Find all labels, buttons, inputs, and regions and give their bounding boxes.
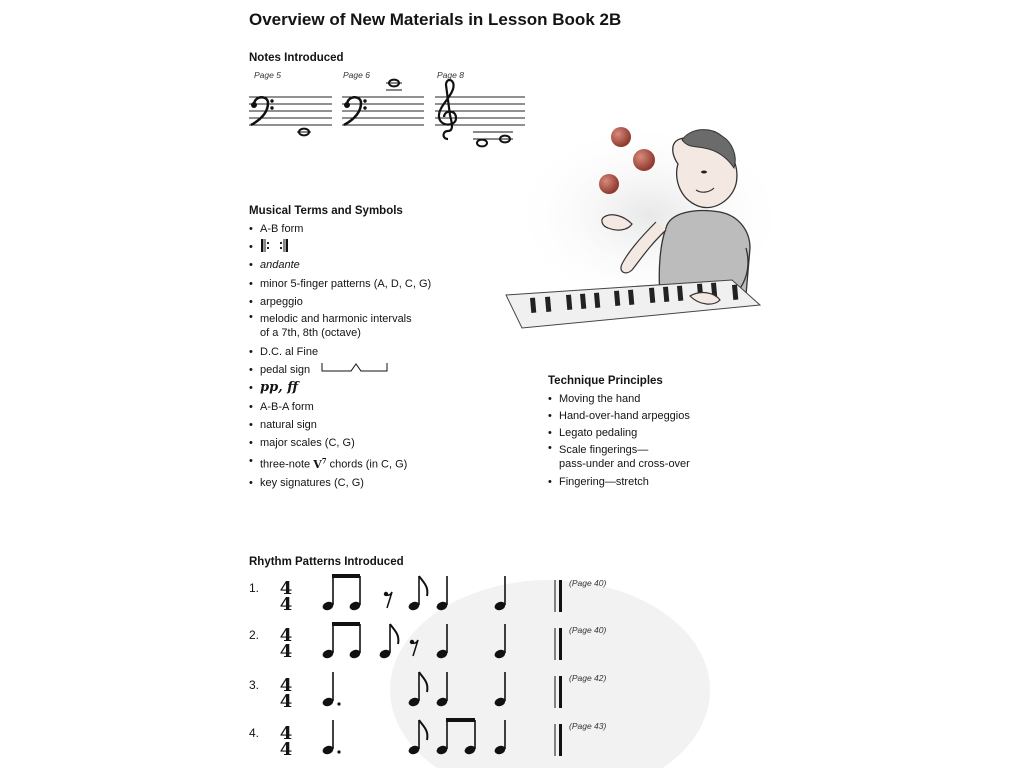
rhythm-page-ref: (Page 42) <box>569 673 607 683</box>
page-label-3: Page 8 <box>437 70 464 80</box>
rhythm-row-1 <box>321 574 562 612</box>
time-signature: 4 4 <box>279 675 293 712</box>
juggling-ball-icon <box>599 174 619 194</box>
list-item <box>249 238 431 256</box>
list-item: • andante <box>249 256 431 274</box>
time-signature: 4 4 <box>279 578 293 615</box>
technique-list <box>548 391 690 491</box>
technique-heading: Technique Principles <box>548 375 663 387</box>
juggling-ball-icon <box>611 127 631 147</box>
staff-bass-2 <box>342 97 424 125</box>
list-item: • A-B form <box>249 220 431 238</box>
pedal-sign-icon <box>321 362 391 374</box>
list-item: • major scales (C, G) <box>249 434 431 452</box>
list-item: • pedal sign <box>249 361 431 379</box>
rhythm-row-4 <box>321 718 562 756</box>
list-item: • A-B-A form <box>249 398 431 416</box>
list-item: • Moving the hand <box>548 391 690 408</box>
list-item: • three-note $V^7$ chords (in C, G) <box>249 452 431 474</box>
time-signature: 4 4 <box>279 625 293 662</box>
rhythm-page-ref: (Page 43) <box>569 721 607 731</box>
list-item: • key signatures (C, G) <box>249 474 431 492</box>
whole-note-page8-a <box>477 140 487 147</box>
rhythm-row-3 <box>321 672 562 708</box>
page-label-1: Page 5 <box>254 70 281 80</box>
musical-terms-heading: Musical Terms and Symbols <box>249 205 403 217</box>
rhythm-row-number: 3. <box>249 678 260 692</box>
page-label-2: Page 6 <box>343 70 370 80</box>
list-item: • D.C. al Fine <box>249 343 431 361</box>
rhythm-row-number: 4. <box>249 726 260 740</box>
page-title: Overview of New Materials in Lesson Book 2B <box>249 10 622 29</box>
list-item: • Scale fingerings— pass-under and cross-over <box>548 442 690 474</box>
list-item: • pp, ff <box>249 379 431 397</box>
juggling-boy-illustration <box>500 120 790 355</box>
rhythm-row-number: 2. <box>249 628 260 642</box>
rhythm-page-ref: (Page 40) <box>569 578 607 588</box>
list-item: • natural sign <box>249 416 431 434</box>
juggling-ball-icon <box>633 149 655 171</box>
list-item: • Legato pedaling <box>548 425 690 442</box>
rhythm-heading: Rhythm Patterns Introduced <box>249 556 404 568</box>
rhythm-page-ref: (Page 40) <box>569 625 607 635</box>
time-signature: 4 4 <box>279 723 293 760</box>
rhythm-row-number: 1. <box>249 581 260 595</box>
notes-staff-figure <box>240 75 540 155</box>
notes-introduced-heading: Notes Introduced <box>249 52 344 64</box>
rhythm-row-2 <box>321 622 562 660</box>
list-item: • arpeggio <box>249 293 431 311</box>
musical-terms-list <box>249 220 431 492</box>
treble-clef-icon <box>439 80 456 139</box>
list-item: • Hand-over-hand arpeggios <box>548 408 690 425</box>
list-item: • minor 5-finger patterns (A, D, C, G) <box>249 275 431 293</box>
rhythm-notation <box>300 570 570 768</box>
staff-bass-1 <box>249 97 332 125</box>
list-item: • melodic and harmonic intervals of a 7th, 8th (octave) <box>249 311 431 343</box>
list-item: • Fingering—stretch <box>548 474 690 491</box>
repeat-signs-icon <box>260 239 290 252</box>
